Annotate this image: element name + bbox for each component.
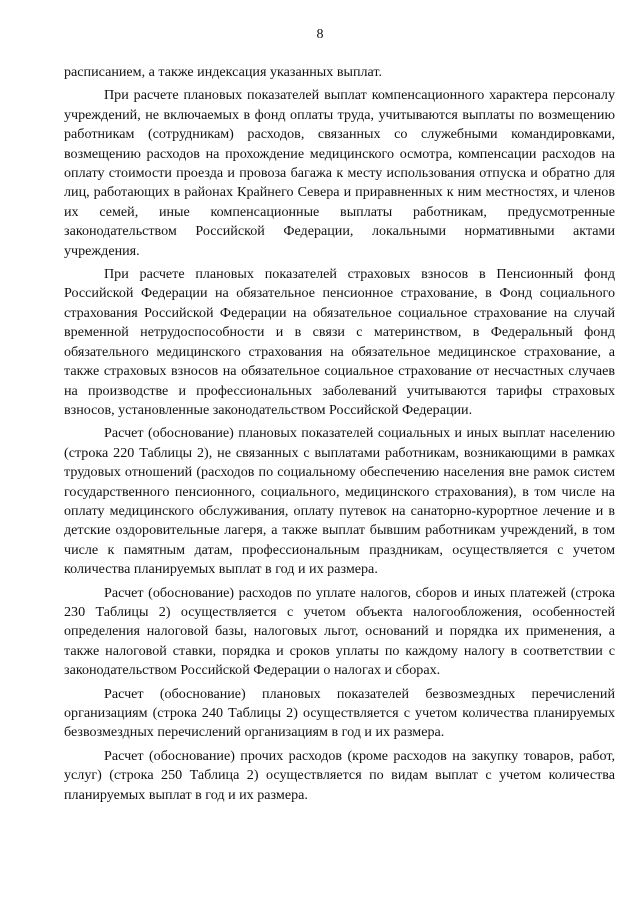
paragraph-gratuitous-transfers: Расчет (обоснование) плановых показателей безвозмездных перечислений организациям (строка 240 Таблицы 2) осуществляется с учетом количества планируемых безвозмездных перечислений организациям в год и их размера. — [64, 685, 615, 741]
paragraph-continuation: расписанием, а также индексация указанных выплат. — [64, 64, 383, 80]
paragraph-compensation-payments: При расчете плановых показателей выплат компенсационного характера персоналу учреждений, не включаемых в фонд оплаты труда, учитываются выплаты по возмещению работникам (сотрудникам) расходов, связанных со служебными командировками, возмещению расходов на прохождение медицинского осмотра, компенсации расходов на оплату стоимости проезда и провоза багажа к месту использования отпуска и обратно для лиц, работающих в районах Крайнего Севера и приравненных к ним местностях, и членов их семей, иные компенсационные выплаты работникам, предусмотренные законодательством Российской Федерации, локальными нормативными актами учреждения. — [64, 87, 615, 259]
document-body — [64, 63, 615, 805]
paragraph-taxes-fees: Расчет (обоснование) расходов по уплате налогов, сборов и иных платежей (строка 230 Таблицы 2) осуществляется с учетом объекта налогообложения, особенностей определения налоговой базы, налоговых льгот, оснований и порядка их применения, а также налоговой ставки, порядка и сроков уплаты по каждому налогу в соответствии с законодательством Российской Федерации о налогах и сборах. — [64, 584, 615, 679]
paragraph-other-expenses: Расчет (обоснование) прочих расходов (кроме расходов на закупку товаров, работ, услуг) (строка 250 Таблица 2) осуществляется по видам выплат с учетом количества планируемых выплат в год и их размера. — [64, 747, 615, 803]
page-number: 8 — [316, 27, 324, 42]
paragraph-insurance-contributions: При расчете плановых показателей страховых взносов в Пенсионный фонд Российской Федерации на обязательное пенсионное страхование, в Фонд социального страхования Российской Федерации на обязательное социальное страхование на случай временной нетрудоспособности и в связи с материнством, в Федеральный фонд обязательного медицинского страхования на обязательное медицинское страхование, а также страховых взносов на обязательное социальное страхование от несчастных случаев на производстве и профессиональных заболеваний учитываются тарифы страховых взносов, установленные законодательством Российской Федерации. — [64, 266, 615, 418]
paragraph-social-payments: Расчет (обоснование) плановых показателей социальных и иных выплат населению (строка 220 Таблицы 2), не связанных с выплатами работникам, возникающими в рамках трудовых отношений (расходов по социальному обеспечению населения вне рамок систем государственного пенсионного, социального, медицинского страхования), в том числе на оплату медицинского обслуживания, оплату путевок на санаторно-курортное лечение и в детские оздоровительные лагеря, а также выплат бывшим работникам учреждений, в том числе к памятным датам, профессиональным праздникам, осуществляется с учетом количества планируемых выплат в год и их размера. — [64, 425, 615, 578]
